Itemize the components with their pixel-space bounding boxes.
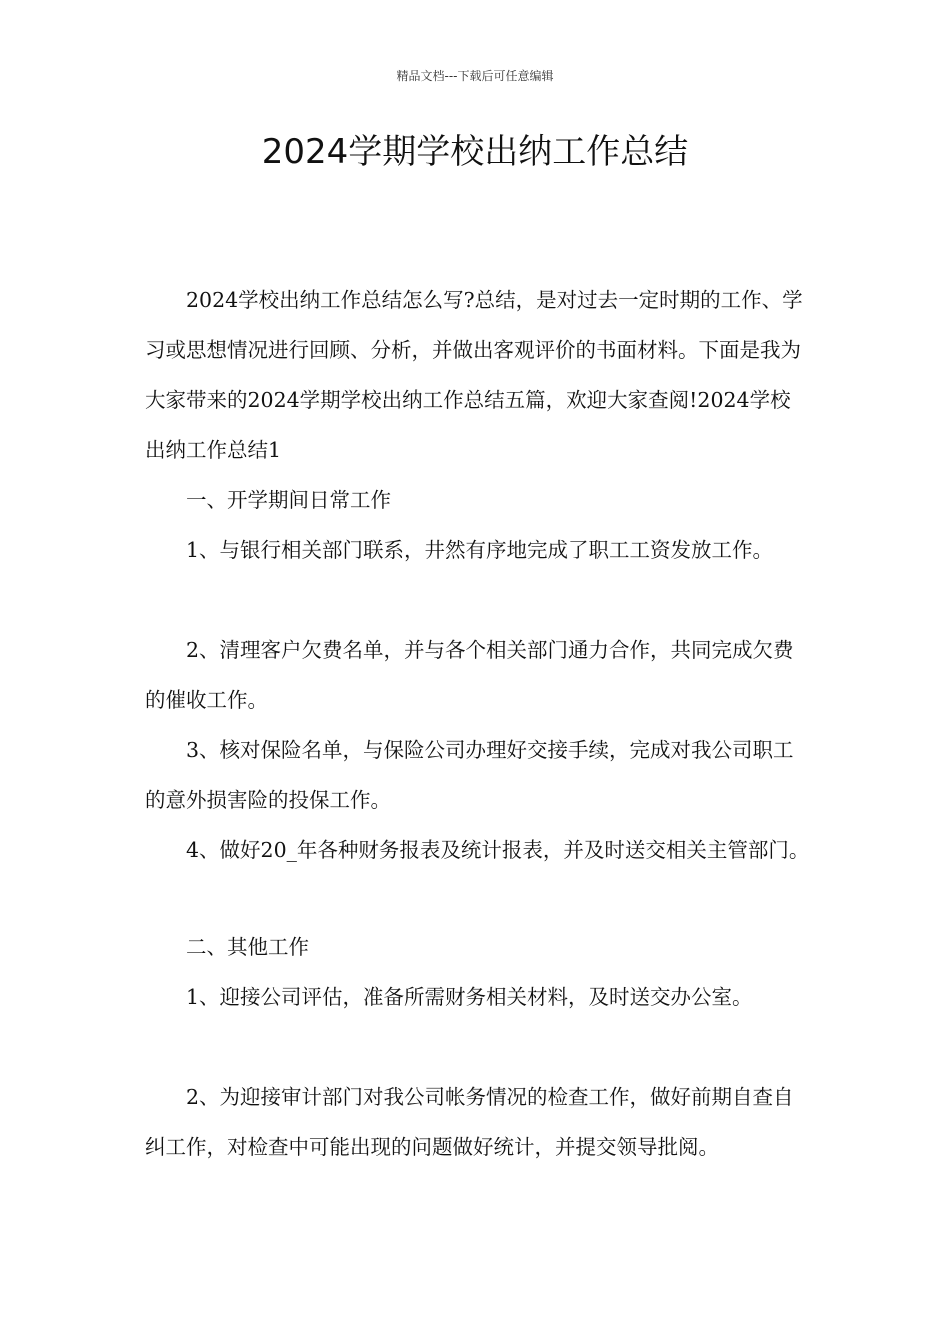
list-item: 2、为迎接审计部门对我公司帐务情况的检查工作，做好前期自查自纠工作，对检查中可能出现的问题做好统计，并提交领导批阅。 [145, 1085, 794, 1159]
intro-paragraph: 2024学校出纳工作总结怎么写?总结，是对过去一定时期的工作、学习或思想情况进行回顾、分析，并做出客观评价的书面材料。下面是我为大家带来的2024学期学校出纳工作总结五篇，欢迎大家查阅!2024学校出纳工作总结1 [145, 288, 803, 462]
header-note: 精品文档---下载后可任意编辑 [396, 69, 554, 83]
list-item: 1、迎接公司评估，准备所需财务相关材料，及时送交办公室。 [186, 985, 753, 1009]
document-title: 2024学期学校出纳工作总结 [261, 132, 689, 172]
list-item: 4、做好20_年各种财务报表及统计报表，并及时送交相关主管部门。 [186, 838, 810, 862]
section-heading-daily-work: 一、开学期间日常工作 [186, 488, 391, 512]
section-heading-other-work: 二、其他工作 [186, 935, 309, 959]
list-item: 3、核对保险名单，与保险公司办理好交接手续，完成对我公司职工的意外损害险的投保工作。 [145, 738, 794, 812]
list-item: 2、清理客户欠费名单，并与各个相关部门通力合作，共同完成欠费的催收工作。 [145, 638, 794, 712]
list-item: 1、与银行相关部门联系，井然有序地完成了职工工资发放工作。 [186, 538, 774, 562]
